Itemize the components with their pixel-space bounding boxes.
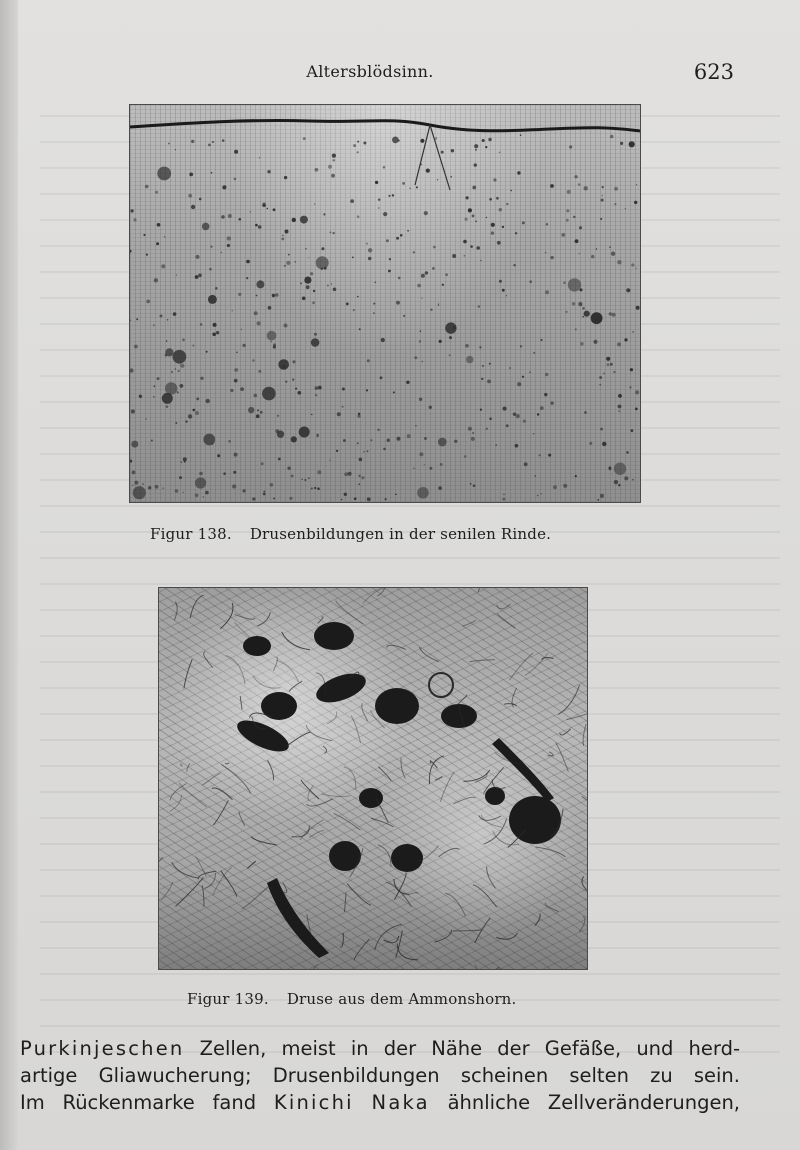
body-line-3-end: ähnliche Zellveränderungen,: [429, 1091, 741, 1114]
figure-139-label: Figur 139.: [187, 990, 269, 1008]
figure-139-caption-text: Druse aus dem Ammonshorn.: [286, 990, 517, 1008]
figure-138-label: Figur 138.: [150, 525, 232, 543]
author-name-naka: Naka: [371, 1091, 430, 1114]
author-name-kinichi: Kinichi: [273, 1091, 354, 1114]
figure-138-texture: [130, 105, 640, 502]
body-line-1: [20, 1035, 740, 1062]
page-gutter-shadow: [0, 0, 18, 1150]
figure-139-texture: [159, 588, 587, 969]
figure-138-caption: [150, 525, 551, 543]
body-line-3-start: Im Rückenmarke fand: [20, 1091, 274, 1114]
author-name-purkinje: Purkinjeschen: [20, 1037, 185, 1060]
figure-138-micrograph: [129, 104, 641, 503]
body-line-3-space: [354, 1091, 372, 1114]
body-line-2: artige Gliawucherung; Drusenbildungen scheinen selten zu sein.: [20, 1064, 740, 1087]
body-paragraph: [20, 1035, 740, 1116]
body-line-3: [20, 1089, 740, 1116]
page-number: 623: [693, 60, 734, 84]
figure-139-micrograph: [158, 587, 588, 970]
running-header-title: Altersblödsinn.: [306, 62, 434, 81]
figure-139-caption: [187, 990, 517, 1008]
body-line-1-rest: Zellen, meist in der Nähe der Gefäße, und herd-: [184, 1037, 740, 1060]
figure-138-caption-text: Drusenbildungen in der senilen Rinde.: [249, 525, 552, 543]
